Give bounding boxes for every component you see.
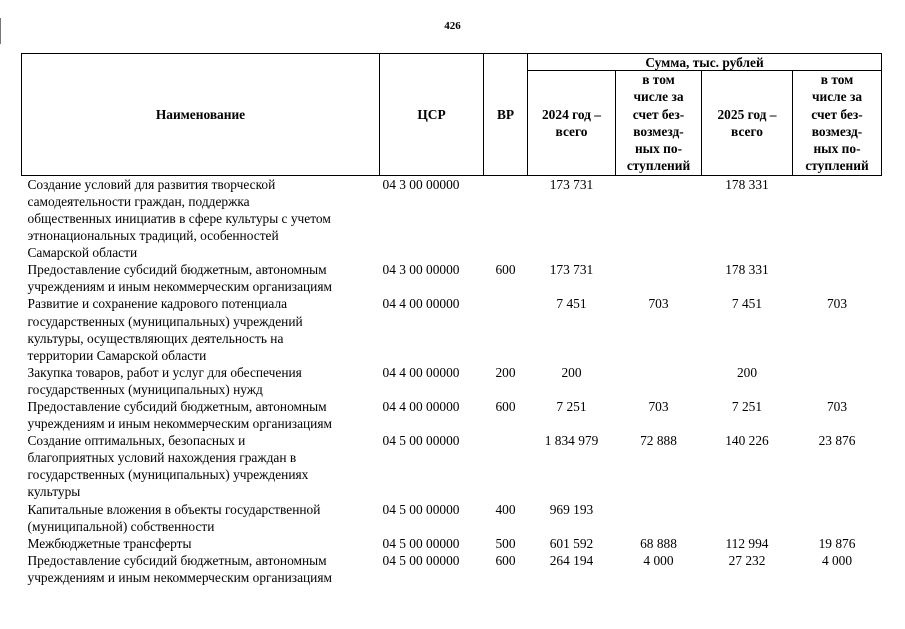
header-line: в том: [820, 72, 854, 87]
csr-cell: 04 5 00 00000: [382, 433, 460, 449]
row-name-line: культуры, осуществляющих деятельность на: [27, 330, 284, 346]
row-name-line: Создание оптимальных, безопасных и: [27, 433, 246, 449]
free-2025-cell: [793, 175, 882, 261]
vr-cell: [484, 175, 528, 261]
vr-cell: 600: [495, 399, 516, 414]
total-2024-cell: 601 592: [549, 535, 594, 551]
total-2025-cell: 7 251: [731, 399, 763, 414]
free-2024-cell: [616, 261, 702, 295]
row-name-line: государственных (муниципальных) учреждений: [27, 313, 303, 329]
row-name-cell: [22, 398, 380, 432]
csr-cell: 04 5 00 00000: [382, 535, 460, 551]
header-line: ных по-: [634, 141, 683, 157]
csr-cell: 04 4 00 00000: [382, 296, 460, 312]
free-2024-cell: 703: [648, 296, 669, 312]
total-2025-cell: 178 331: [725, 176, 769, 192]
table-row: [22, 175, 882, 261]
row-name-line: Развитие и сохранение кадрового потенциала: [27, 296, 288, 312]
vr-cell: 500: [495, 535, 516, 551]
header-line: 2025 год –: [717, 106, 777, 122]
total-2024-cell: 1 834 979: [544, 433, 599, 449]
free-2024-cell: 4 000: [643, 552, 674, 568]
header-free-2025: [793, 71, 882, 176]
row-name-line: общественных инициатив в сфере культуры с учетом: [27, 210, 331, 226]
table-body: [22, 175, 882, 586]
row-name-line: Межбюджетные трансферты: [27, 535, 192, 551]
total-2024-cell: 173 731: [549, 262, 594, 278]
header-line: ступлений: [626, 158, 691, 174]
free-2024-cell: [616, 175, 702, 261]
header-line: возмезд-: [633, 123, 684, 139]
header-sum-group: Сумма, тыс. рублей: [528, 54, 882, 71]
row-name-line: государственных (муниципальных) нужд: [27, 381, 263, 397]
total-2024-cell: 7 451: [556, 296, 587, 312]
total-2024-cell: 200: [561, 364, 582, 380]
csr-cell: 04 4 00 00000: [382, 399, 460, 414]
total-2025-cell: 7 451: [731, 296, 763, 312]
header-row-top: [22, 54, 882, 71]
row-name-cell: [22, 552, 380, 586]
header-line: всего: [731, 123, 763, 139]
budget-table: [21, 53, 882, 586]
total-2024-cell: 264 194: [549, 552, 594, 568]
row-name-line: Самарской области: [27, 245, 138, 261]
row-name-line: Закупка товаров, работ и услуг для обеспечения: [27, 364, 302, 380]
row-name-line: (муниципальной) собственности: [27, 518, 215, 534]
free-2025-cell: 703: [826, 399, 848, 414]
header-total-2024: [528, 71, 616, 176]
header-line: счет без-: [632, 106, 685, 122]
table-row: [22, 432, 882, 500]
row-name-line: Создание условий для развития творческой: [27, 176, 276, 192]
total-2024-cell: 173 731: [549, 176, 594, 192]
csr-cell: 04 5 00 00000: [382, 552, 460, 568]
free-2025-cell: [793, 501, 882, 535]
row-name-line: государственных (муниципальных) учреждениях: [27, 467, 309, 483]
row-name-cell: [22, 501, 380, 535]
row-name-line: культуры: [27, 484, 81, 500]
row-name-line: учреждениям и иным некоммерческим организациям: [27, 569, 332, 585]
free-2025-cell: 4 000: [821, 552, 853, 568]
total-2025-cell: 178 331: [725, 262, 769, 278]
header-line: ступлений: [805, 158, 869, 174]
row-name-cell: [22, 364, 380, 398]
header-vr: ВР: [484, 54, 528, 176]
header-total-2025: [702, 71, 793, 176]
free-2024-cell: 703: [648, 399, 669, 414]
vr-cell: [484, 432, 528, 500]
row-name-cell: [22, 535, 380, 552]
table-row: [22, 398, 882, 432]
header-line: счет без-: [811, 106, 863, 122]
row-name-line: этнонациональных традиций, особенностей: [27, 228, 279, 244]
total-2025-cell: 200: [736, 364, 758, 380]
table-row: [22, 552, 882, 586]
header-line: в том: [642, 72, 675, 87]
csr-cell: 04 4 00 00000: [382, 364, 460, 380]
free-2024-cell: 68 888: [640, 535, 677, 551]
free-2024-cell: [616, 364, 702, 398]
csr-cell: 04 5 00 00000: [382, 501, 460, 517]
free-2025-cell: 23 876: [818, 433, 856, 449]
table-row: [22, 364, 882, 398]
free-2025-cell: 19 876: [818, 535, 856, 551]
row-name-line: Предоставление субсидий бюджетным, автономным: [27, 399, 327, 414]
header-line: всего: [555, 123, 588, 139]
row-name-line: Капитальные вложения в объекты государственной: [27, 501, 321, 517]
vr-cell: 400: [495, 501, 516, 517]
total-2024-cell: 969 193: [549, 501, 594, 517]
total-2025-cell: 140 226: [725, 433, 769, 449]
header-line: 2024 год –: [541, 106, 601, 122]
table-row: [22, 501, 882, 535]
table-row: [22, 261, 882, 295]
row-name-line: территории Самарской области: [27, 347, 207, 363]
total-2025-cell: 27 232: [728, 552, 766, 568]
row-name-cell: [22, 432, 380, 500]
row-name-cell: [22, 175, 380, 261]
table-header: [22, 54, 882, 176]
row-name-cell: [22, 295, 380, 363]
free-2025-cell: [793, 364, 882, 398]
table-row: [22, 295, 882, 363]
row-name-line: Предоставление субсидий бюджетным, автономным: [27, 552, 327, 568]
header-line: возмезд-: [811, 123, 863, 139]
row-name-line: учреждениям и иным некоммерческим организациям: [27, 279, 332, 295]
total-2024-cell: 7 251: [556, 399, 587, 414]
table-row: [22, 535, 882, 552]
total-2025-cell: 112 994: [725, 535, 769, 551]
header-free-2024: [616, 71, 702, 176]
vr-cell: 200: [495, 364, 516, 380]
free-2025-cell: [793, 261, 882, 295]
header-line: числе за: [633, 89, 684, 105]
row-name-line: самодеятельности граждан, поддержка: [27, 193, 250, 209]
vr-cell: [484, 295, 528, 363]
vr-cell: 600: [495, 262, 516, 278]
csr-cell: 04 3 00 00000: [382, 262, 460, 278]
total-2025-cell: [702, 501, 793, 535]
free-2024-cell: 72 888: [640, 433, 677, 449]
page-number: 426: [444, 20, 461, 32]
header-name: Наименование: [22, 54, 380, 176]
row-name-cell: [22, 261, 380, 295]
free-2025-cell: 703: [826, 296, 848, 312]
header-csr: ЦСР: [380, 54, 484, 176]
row-name-line: благоприятных условий нахождения граждан в: [27, 450, 297, 466]
row-name-line: учреждениям и иным некоммерческим организациям: [27, 416, 332, 432]
free-2024-cell: [616, 501, 702, 535]
header-line: ных по-: [813, 141, 861, 157]
csr-cell: 04 3 00 00000: [382, 176, 460, 192]
row-name-line: Предоставление субсидий бюджетным, автономным: [27, 262, 327, 278]
header-line: числе за: [811, 89, 863, 105]
vr-cell: 600: [495, 552, 516, 568]
